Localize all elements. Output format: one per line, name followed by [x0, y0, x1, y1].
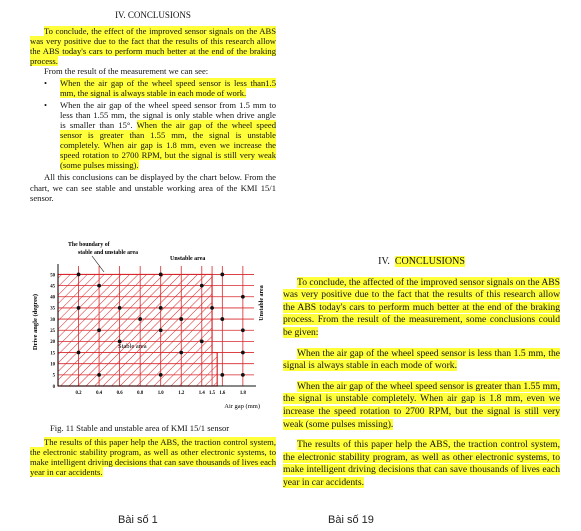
- unstable-area-right-label: Unstable area: [259, 285, 265, 321]
- boundary-annotation-line-1: The boundary of: [68, 242, 110, 248]
- data-point: [97, 328, 101, 332]
- boundary-arrow: [92, 256, 104, 272]
- y-tick-label: 20: [50, 340, 55, 346]
- boundary-annotation-line-2: stable and unstable area: [78, 250, 138, 256]
- x-tick-label: 1.0: [157, 391, 164, 396]
- x-tick-label: 0.2: [75, 391, 82, 396]
- data-point: [200, 284, 204, 288]
- left-paragraph-4: The results of this paper help the ABS, the traction control system, the electronic stability program, as well as other electronic systems, to make intelligent driving decisions that can save thousands of lives each year in car accidents.: [30, 437, 276, 477]
- left-document-end: [30, 437, 276, 477]
- y-tick-label: 5: [52, 373, 55, 379]
- left-bullet-2-text: When the air gap of the wheel speed sensor from 1.5 mm to less than 1.55 mm, the signal is only stable when drive angle is smaller than 15°.: [60, 99, 276, 130]
- left-bullet-list: [30, 78, 276, 171]
- data-point: [159, 373, 163, 377]
- data-point: [241, 351, 245, 355]
- data-point: [138, 317, 142, 321]
- data-point: [118, 306, 122, 310]
- figure-caption: Fig. 11 Stable and unstable area of KMI 15/1 sensor: [50, 423, 230, 433]
- unstable-area-top-label: Unstable area: [170, 256, 206, 262]
- data-point: [97, 284, 101, 288]
- x-tick-label: 0.6: [116, 391, 123, 396]
- right-paragraph-3: When the air gap of the wheel speed sensor is greater than 1.55 mm, the signal is unstable completely. When air gap is 1.8 mm, even we increase the speed rotation to 2700 RPM, but the signal is still very weak (some pulses missing).: [283, 380, 560, 430]
- right-paragraph-4: The results of this paper help the ABS, the traction control system, the electronic stability program, as well as other electronic systems, to make intelligent driving decisions that can save thousands of lives each year in car accidents.: [283, 439, 560, 488]
- left-bullet-2-highlight: When the air gap of the wheel speed sensor is greater than 1.55 mm, the signal is unstable completely. When air gap is 1.8 mm, even we increase the speed rotation to 2700 RPM, but the signal is still very weak (some pulses missing).: [60, 119, 277, 171]
- stable-unstable-chart: [30, 238, 276, 416]
- data-point: [159, 328, 163, 332]
- left-bullet-1: • When the air gap of the wheel speed sensor is less than1.5 mm, the signal is always stable in each mode of work.: [60, 78, 276, 98]
- left-bullet-2: [60, 100, 276, 171]
- data-point: [220, 373, 224, 377]
- y-tick-label: 30: [50, 317, 55, 323]
- right-paragraph-2: When the air gap of the wheel speed sensor is less than 1.5 mm, the signal is always stable in each mode of work.: [283, 347, 560, 372]
- x-tick-label: 0.8: [137, 391, 144, 396]
- data-point: [77, 351, 81, 355]
- left-paragraph-3: All this conclusions can be displayed by the chart below. From the chart, we can see stable and unstable working area of the KMI 15/1 sensor.: [30, 172, 276, 203]
- y-tick-label: 35: [50, 306, 55, 312]
- data-point: [220, 273, 224, 277]
- data-point: [77, 273, 81, 277]
- right-paragraph-1: To conclude, the affected of the improved sensor signals on the ABS was very positive due to the fact that the results of this research allow the ABS today's cars to perform much better at the end of the braking process. From the result of the measurement, some conclusions could be given:: [283, 276, 560, 338]
- y-tick-label: 40: [50, 295, 55, 301]
- data-point: [241, 295, 245, 299]
- y-tick-label: 10: [50, 362, 55, 368]
- x-tick-label: 1.4: [198, 391, 205, 396]
- right-document: [283, 256, 560, 498]
- data-point: [97, 373, 101, 377]
- right-heading: [283, 256, 560, 269]
- data-point: [159, 273, 163, 277]
- footer-left-label: Bài số 1: [118, 514, 158, 526]
- chart-grid: [58, 264, 256, 386]
- y-axis-label: Drive angle (degree): [32, 293, 39, 351]
- stable-area-label: Stable area: [118, 343, 147, 350]
- right-heading-prefix: IV.: [378, 256, 390, 267]
- data-point: [210, 306, 214, 310]
- left-paragraph-2: From the result of the measurement we can see:: [44, 66, 209, 77]
- x-tick-label: 1.5: [209, 391, 216, 396]
- y-tick-label: 50: [50, 273, 55, 279]
- data-point: [220, 317, 224, 321]
- y-tick-label: 15: [50, 351, 55, 357]
- data-point: [179, 351, 183, 355]
- x-tick-label: 1.8: [239, 391, 246, 396]
- y-tick-label: 45: [50, 284, 55, 290]
- left-document: [30, 10, 276, 203]
- data-point: [241, 328, 245, 332]
- footer-right-label: Bài số 19: [328, 514, 374, 526]
- y-tick-label: 0: [52, 384, 55, 390]
- y-tick-label: 25: [50, 329, 55, 335]
- left-paragraph-1: To conclude, the effect of the improved sensor signals on the ABS was very positive due to the fact that the results of this research allow the ABS today's cars to perform much better at the end of the braking process.: [30, 26, 276, 67]
- x-tick-label: 0.4: [96, 391, 103, 396]
- x-axis-label: Air gap (mm): [224, 403, 260, 410]
- right-heading-word: CONCLUSIONS: [394, 256, 465, 267]
- x-tick-label: 1.2: [178, 391, 185, 396]
- x-tick-label: 1.6: [219, 391, 226, 396]
- data-point: [159, 306, 163, 310]
- data-point: [77, 306, 81, 310]
- data-point: [179, 317, 183, 321]
- left-heading: IV. CONCLUSIONS: [115, 10, 191, 20]
- data-point: [241, 373, 245, 377]
- data-point: [200, 339, 204, 343]
